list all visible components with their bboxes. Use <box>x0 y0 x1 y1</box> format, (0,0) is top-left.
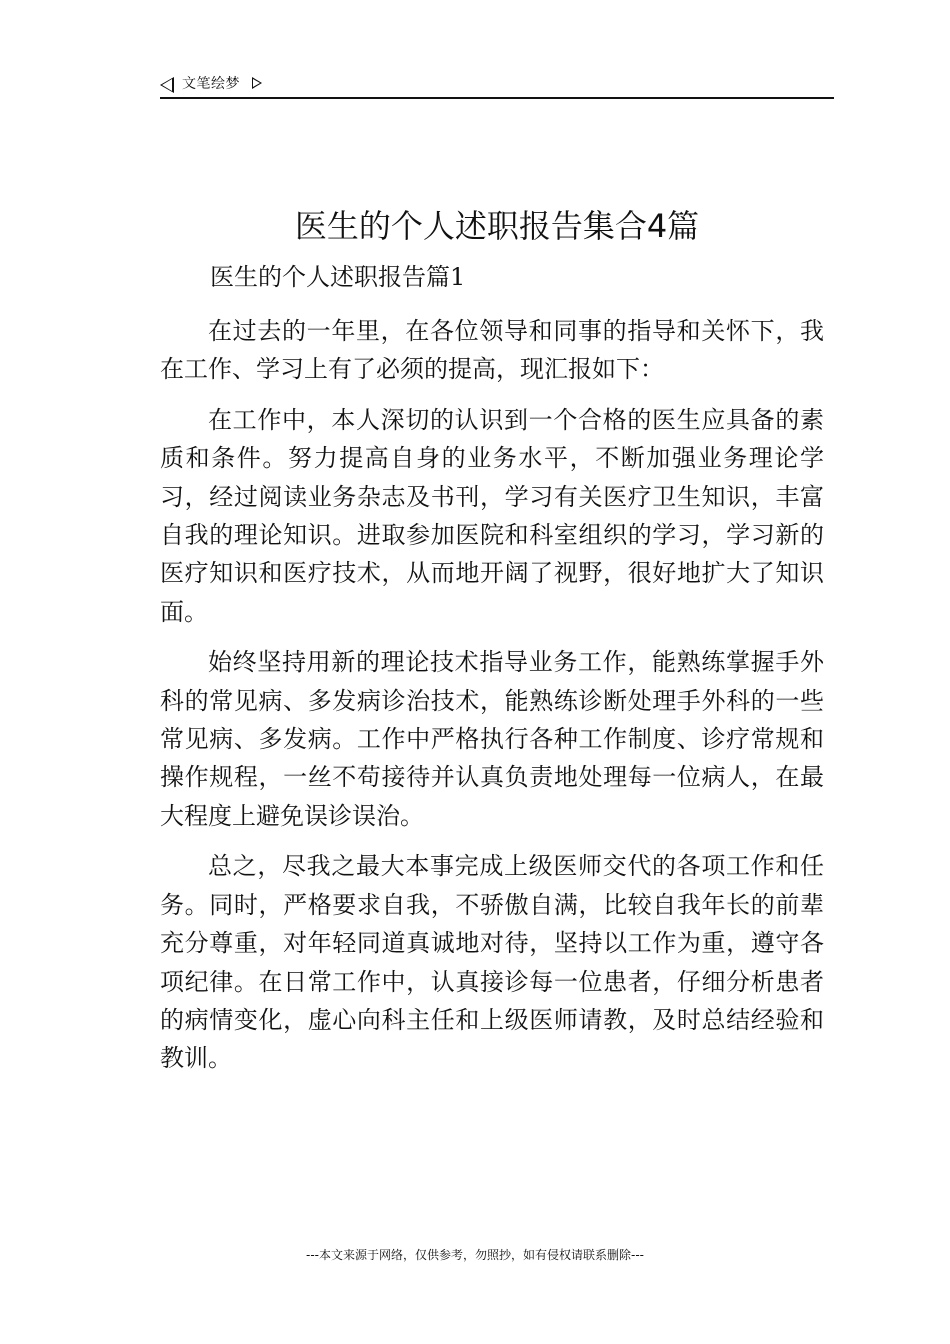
paragraph: 始终坚持用新的理论技术指导业务工作，能熟练掌握手外科的常见病、多发病诊治技术，能熟练诊断处理手外科的一些常见病、多发病。工作中严格执行各种工作制度、诊疗常规和操作规程，一丝不苟接待并认真负责地处理每一位病人，在最大程度上避免误诊误治。 <box>160 648 824 830</box>
header-divider <box>160 97 834 99</box>
header-brand: 文笔绘梦 <box>182 76 240 92</box>
document-body <box>160 312 824 1090</box>
right-triangle-icon <box>252 77 262 89</box>
footer-notice: ---本文来源于网络，仅供参考，勿照抄，如有侵权请联系删除--- <box>306 1248 644 1262</box>
document-subtitle: 医生的个人述职报告篇1 <box>210 263 466 291</box>
left-triangle-icon <box>160 77 174 93</box>
paragraph: 在过去的一年里，在各位领导和同事的指导和关怀下，我在工作、学习上有了必须的提高，现汇报如下： <box>160 317 824 384</box>
document-title: 医生的个人述职报告集合4篇 <box>294 207 700 245</box>
paragraph: 总之，尽我之最大本事完成上级医师交代的各项工作和任务。同时，严格要求自我，不骄傲自满，比较自我年长的前辈充分尊重，对年轻同道真诚地对待，坚持以工作为重，遵守各项纪律。在日常工作中，认真接诊每一位患者，仔细分析患者的病情变化，虚心向科主任和上级医师请教，及时总结经验和教训。 <box>160 852 824 1073</box>
page-header <box>160 74 834 98</box>
paragraph: 在工作中，本人深切的认识到一个合格的医生应具备的素质和条件。努力提高自身的业务水平，不断加强业务理论学习，经过阅读业务杂志及书刊，学习有关医疗卫生知识，丰富自我的理论知识。进取参加医院和科室组织的学习，学习新的医疗知识和医疗技术，从而地开阔了视野，很好地扩大了知识面。 <box>160 405 824 626</box>
